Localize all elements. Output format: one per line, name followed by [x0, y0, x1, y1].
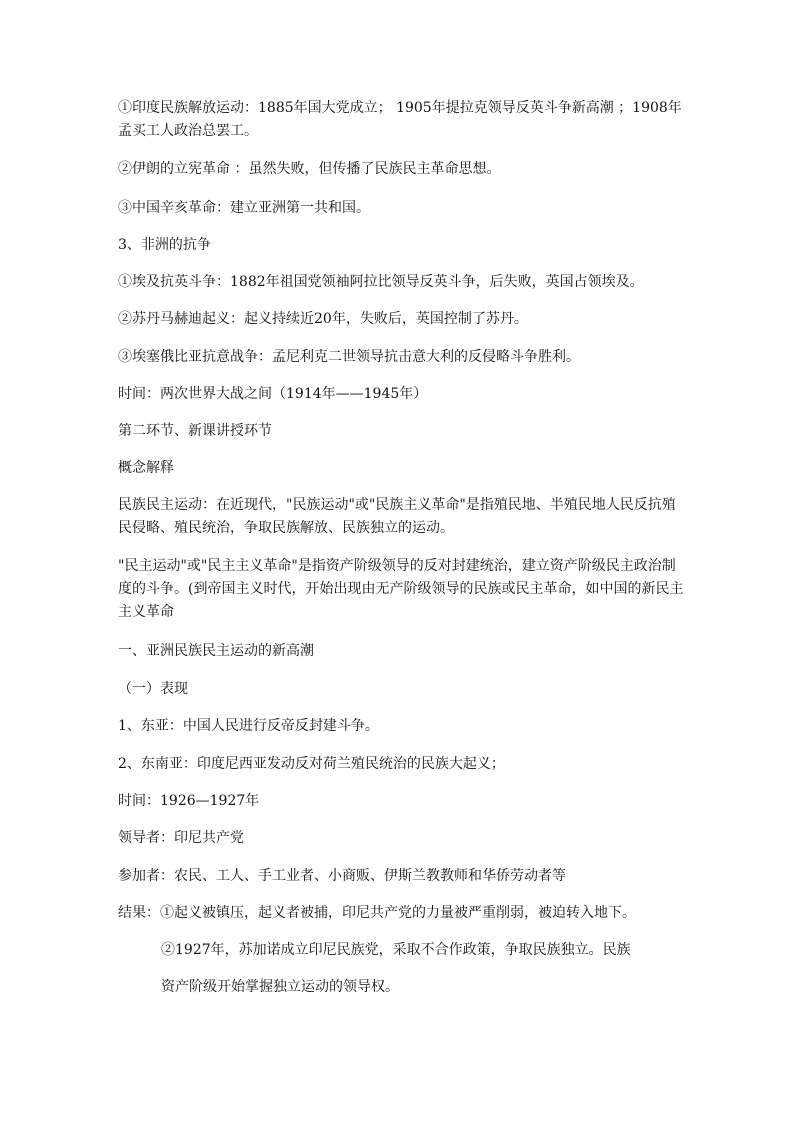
- time-period-text: 时间：两次世界大战之间（1914年——1945年）: [118, 386, 428, 402]
- definition-democratic-movement: "民主运动"或"民主主义革命"是指资产阶级领导的反对封建统治，建立资产阶级民主政治制度的斗争。(到帝国主义时代，开始出现由无产阶级领导的民族或民主革命，如中国的新民主主义革命: [118, 558, 684, 620]
- sudan-uprising-text: ②苏丹马赫迪起义：起义持续近20年，失败后，英国控制了苏丹。: [118, 311, 528, 327]
- result-one-text: 结果：①起义被镇压，起义者被捕，印尼共产党的力量被严重削弱，被迫转入地下。: [118, 905, 636, 921]
- ethiopia-war-text: ③埃塞俄比亚抗意战争：孟尼利克二世领导抗击意大利的反侵略斗争胜利。: [118, 349, 580, 365]
- india-movement-text: ①印度民族解放运动：1885年国大党成立； 1905年提拉克领导反英斗争新高潮 ；1908年孟买工人政治总罢工。: [118, 100, 682, 139]
- southeast-asia-text: 2、东南亚：印度尼西亚发动反对荷兰殖民统治的民族大起义；: [118, 756, 505, 772]
- concept-heading: 概念解释: [118, 460, 174, 476]
- definition-national-movement: 民族民主运动：在近现代，"民族运动"或"民族主义革命"是指殖民地、半殖民地人民反抗殖民侵略、殖民统治，争取民族解放、民族独立的运动。: [118, 497, 676, 536]
- iran-revolution-text: ②伊朗的立宪革命 ：虽然失败，但传播了民族民主革命思想。: [118, 161, 501, 177]
- section-two-heading: 第二环节、新课讲授环节: [118, 423, 272, 439]
- east-asia-text: 1、东亚：中国人民进行反帝反封建斗争。: [118, 718, 379, 734]
- part-one-heading: 一、亚洲民族民主运动的新高潮: [118, 643, 314, 659]
- performance-heading: （一）表现: [118, 681, 188, 697]
- china-revolution-text: ③中国辛亥革命：建立亚洲第一共和国。: [118, 200, 370, 216]
- leader-text: 领导者：印尼共产党: [118, 830, 244, 846]
- uprising-time-text: 时间：1926—1927年: [118, 793, 260, 809]
- result-two-text: ②1927年，苏加诺成立印尼民族党，采取不合作政策，争取民族独立。民族: [161, 942, 631, 958]
- result-two-continued-text: 资产阶级开始掌握独立运动的领导权。: [161, 979, 399, 995]
- participants-text: 参加者：农民、工人、手工业者、小商贩、伊斯兰教教师和华侨劳动者等: [118, 868, 566, 884]
- egypt-struggle-text: ①埃及抗英斗争：1882年祖国党领袖阿拉比领导反英斗争，后失败，英国占领埃及。: [118, 274, 644, 290]
- africa-heading: 3、非洲的抗争: [118, 237, 211, 253]
